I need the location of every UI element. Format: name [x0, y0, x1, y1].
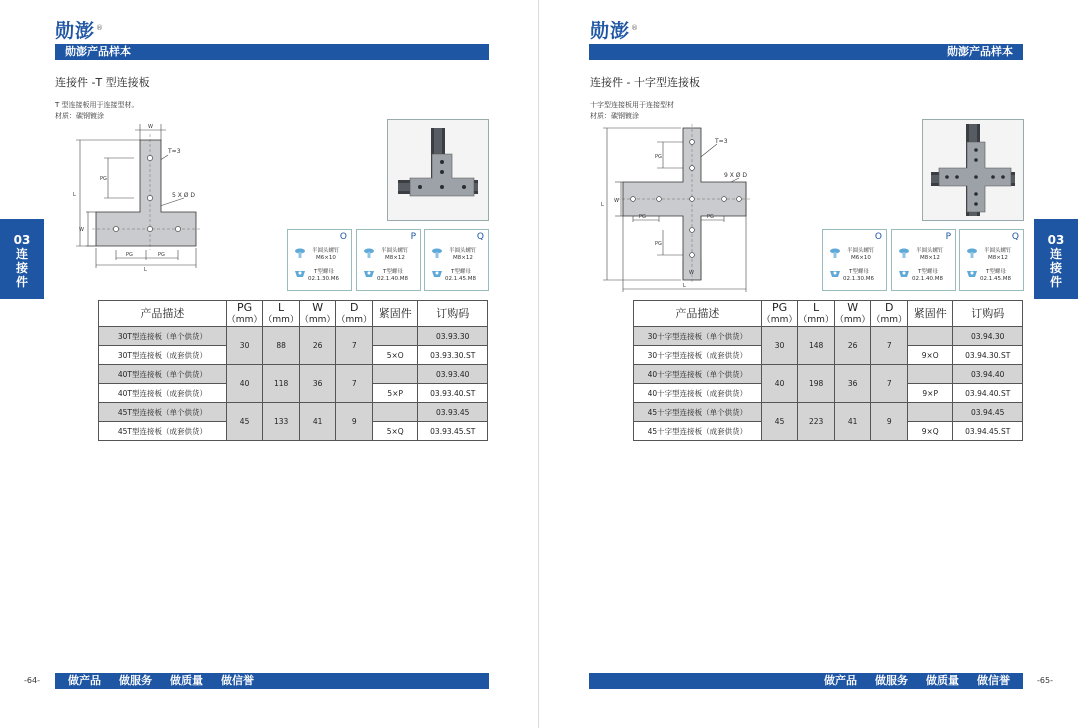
w-dim-top: W — [148, 124, 153, 130]
screw-name: 半圆头螺钉 — [312, 248, 340, 254]
chapter-tab-right: 03 连 接 件 — [1034, 219, 1078, 299]
spec-table — [98, 300, 488, 441]
screw-icon — [431, 248, 443, 258]
fastener-box-o — [287, 229, 352, 291]
l-dim-bottom: L — [683, 283, 686, 289]
catalog-header-bar — [55, 44, 489, 60]
nut-name: T型螺母 — [918, 269, 938, 275]
table-row: 30T型连接板（单个供货） 30 88 26 7 03.93.30 — [99, 327, 488, 346]
pg-dim-top: PG — [655, 154, 662, 160]
pg-dim-right: PG — [707, 214, 714, 220]
header-d: D （mm） — [336, 300, 372, 325]
nut-name: T型螺母 — [986, 269, 1006, 275]
pg-dim-left: PG — [639, 214, 646, 220]
header-fastener: 紧固件 — [372, 301, 417, 327]
screw-spec: M6×10 — [851, 255, 871, 261]
nut-name: T型螺母 — [451, 269, 471, 275]
product-description: T 型连接板用于连接型材。 — [55, 101, 139, 109]
spec-table — [633, 300, 1023, 441]
fastener-box-p — [891, 229, 956, 291]
header-fastener: 紧固件 — [907, 301, 952, 327]
screw-spec: M8×12 — [385, 255, 405, 261]
fastener-letter: P — [945, 232, 951, 242]
screw-spec: M8×12 — [920, 255, 940, 261]
brand-logo: 勋澎® — [55, 20, 105, 42]
t-nut-icon — [966, 268, 978, 278]
catalog-header-bar — [589, 44, 1023, 60]
fastener-box-q — [959, 229, 1024, 291]
table-header-row — [634, 301, 1023, 327]
nut-spec: 02.1.45.M8 — [980, 276, 1011, 282]
holes-label: 9 X Ø D — [724, 172, 747, 179]
header-pg: PG （mm） — [226, 300, 263, 325]
thickness-label: T=3 — [715, 138, 728, 145]
header-desc: 产品描述 — [99, 301, 227, 327]
header-l: L （mm） — [263, 300, 299, 325]
table-row: 30T型连接板（成套供货） 5×O 03.93.30.ST — [99, 346, 488, 365]
nut-spec: 02.1.40.M8 — [912, 276, 943, 282]
screw-name: 半圆头螺钉 — [449, 248, 477, 254]
right-page — [539, 0, 1078, 728]
cross-plate-drawing — [599, 120, 774, 295]
table-row: 45T型连接板（成套供货） 5×Q 03.93.45.ST — [99, 422, 488, 441]
fastener-letter: P — [410, 232, 416, 242]
t-nut-icon — [431, 268, 443, 278]
header-w: W （mm） — [299, 300, 336, 325]
table-row: 30十字型连接板（成套供货） 9×O 03.94.30.ST — [634, 346, 1023, 365]
table-row: 45T型连接板（单个供货） 45 133 41 9 03.93.45 — [99, 403, 488, 422]
fastener-letter: Q — [1011, 232, 1019, 242]
page-number: -64- — [24, 676, 40, 685]
header-desc: 产品描述 — [634, 301, 762, 327]
header-w: W （mm） — [834, 300, 871, 325]
header-code: 订购码 — [953, 301, 1023, 327]
table-row: 30十字型连接板（单个供货） 30 148 26 7 03.94.30 — [634, 327, 1023, 346]
t-plate-product-photo — [387, 119, 489, 221]
screw-icon — [966, 248, 978, 258]
w-dim-side: W — [79, 227, 84, 233]
table-row: 45十字型连接板（成套供货） 9×Q 03.94.45.ST — [634, 422, 1023, 441]
pg-dim-bottom: PG — [655, 241, 662, 247]
nut-spec: 02.1.40.M8 — [377, 276, 408, 282]
cross-plate-product-photo — [922, 119, 1024, 221]
thickness-label: T=3 — [168, 148, 181, 155]
chapter-tab-left: 03 连 接 件 — [0, 219, 44, 299]
t-plate-drawing — [68, 118, 208, 278]
t-nut-icon — [829, 268, 841, 278]
l-dim-vertical: L — [601, 202, 604, 208]
l-dim-vertical: L — [73, 192, 76, 198]
fastener-box-o — [822, 229, 887, 291]
table-header-row — [99, 301, 488, 327]
header-pg: PG （mm） — [761, 300, 798, 325]
fastener-letter: O — [339, 232, 347, 242]
l-dim-bottom: L — [144, 267, 147, 273]
holes-label: 5 X Ø D — [172, 192, 195, 199]
material-note: 材质：碳钢镀涂 — [590, 112, 639, 120]
fastener-box-p — [356, 229, 421, 291]
nut-spec: 02.1.30.M6 — [308, 276, 339, 282]
t-nut-icon — [294, 268, 306, 278]
footer-slogan-bar: 做产品 做服务 做质量 做信誉 — [589, 673, 1023, 689]
pg-dim-left: PG — [126, 252, 133, 258]
screw-icon — [829, 248, 841, 258]
catalog-header-title: 勋澎产品样本 — [947, 45, 1013, 58]
w-dim-side: W — [614, 198, 619, 204]
screw-spec: M8×12 — [988, 255, 1008, 261]
nut-name: T型螺母 — [383, 269, 403, 275]
product-description: 十字型连接板用于连接型材 — [590, 101, 674, 109]
screw-spec: M8×12 — [453, 255, 473, 261]
nut-spec: 02.1.45.M8 — [445, 276, 476, 282]
nut-name: T型螺母 — [849, 269, 869, 275]
material-note: 材质：碳钢镀涂 — [55, 112, 104, 120]
catalog-header-title: 勋澎产品样本 — [65, 45, 131, 58]
section-title: 连接件 -T 型连接板 — [55, 76, 150, 89]
pg-dim-right: PG — [158, 252, 165, 258]
table-row: 45十字型连接板（单个供货） 45 223 41 9 03.94.45 — [634, 403, 1023, 422]
fastener-letter: O — [874, 232, 882, 242]
pg-dim-vertical: PG — [100, 176, 107, 182]
table-row: 40十字型连接板（单个供货） 40 198 36 7 03.94.40 — [634, 365, 1023, 384]
section-title: 连接件 - 十字型连接板 — [590, 76, 700, 89]
screw-icon — [363, 248, 375, 258]
screw-name: 半圆头螺钉 — [916, 248, 944, 254]
w-dim-bottom: W — [689, 270, 694, 276]
table-row: 40T型连接板（单个供货） 40 118 36 7 03.93.40 — [99, 365, 488, 384]
table-row: 40十字型连接板（成套供货） 9×P 03.94.40.ST — [634, 384, 1023, 403]
header-l: L （mm） — [798, 300, 834, 325]
fastener-letter: Q — [476, 232, 484, 242]
screw-icon — [898, 248, 910, 258]
t-nut-icon — [363, 268, 375, 278]
screw-name: 半圆头螺钉 — [847, 248, 875, 254]
screw-name: 半圆头螺钉 — [381, 248, 409, 254]
header-d: D （mm） — [871, 300, 907, 325]
page-number: -65- — [1037, 676, 1053, 685]
fastener-box-q — [424, 229, 489, 291]
footer-slogan-bar: 做产品 做服务 做质量 做信誉 — [55, 673, 489, 689]
header-code: 订购码 — [418, 301, 488, 327]
nut-spec: 02.1.30.M6 — [843, 276, 874, 282]
table-row: 40T型连接板（成套供货） 5×P 03.93.40.ST — [99, 384, 488, 403]
brand-logo: 勋澎® — [590, 20, 640, 42]
screw-spec: M6×10 — [316, 255, 336, 261]
t-nut-icon — [898, 268, 910, 278]
screw-name: 半圆头螺钉 — [984, 248, 1012, 254]
screw-icon — [294, 248, 306, 258]
nut-name: T型螺母 — [314, 269, 334, 275]
